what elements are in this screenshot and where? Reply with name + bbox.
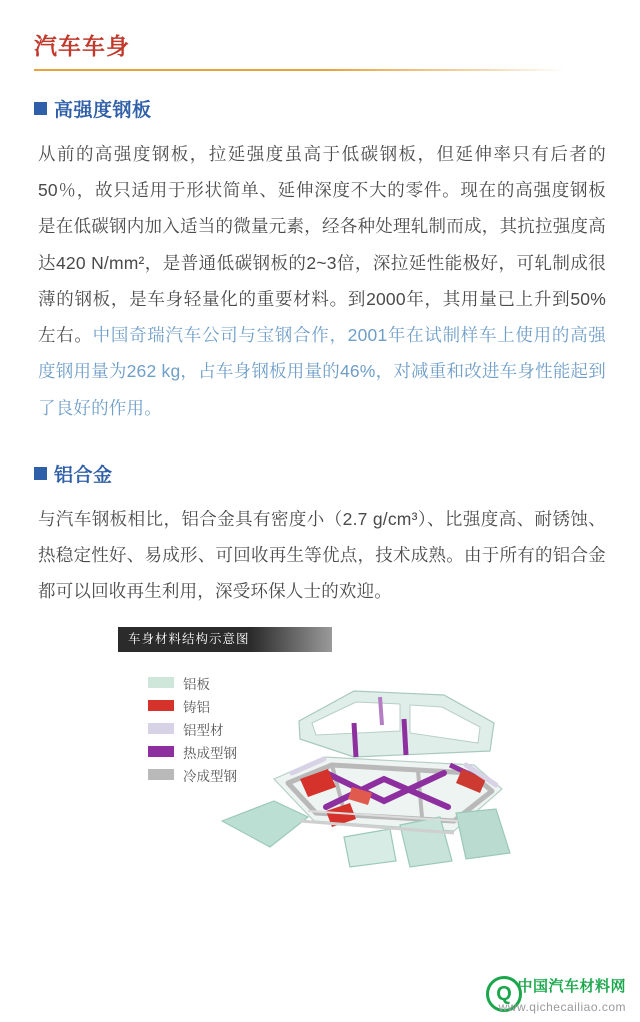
bullet-square-icon — [34, 102, 47, 115]
page-title: 汽车车身 — [34, 33, 130, 59]
paragraph-steel — [38, 136, 606, 426]
legend-swatch-cold-formed-steel — [148, 769, 174, 780]
legend-label: 铝板 — [183, 676, 210, 692]
legend-swatch-cast-aluminium — [148, 700, 174, 711]
paragraph-aluminium: 与汽车钢板相比，铝合金具有密度小（2.7 g/cm³）、比强度高、耐锈蚀、热稳定性好、易成形、可回收再生等优点，技术成熟。由于所有的铝合金都可以回收再生利用，深受环保人士的欢迎。 — [38, 508, 606, 602]
section-heading-steel — [34, 95, 606, 122]
site-url: www.qichecailiao.com — [498, 1000, 626, 1014]
section-title-steel: 高强度钢板 — [54, 100, 152, 121]
legend-label: 热成型钢 — [183, 745, 237, 761]
site-logo-icon: Q — [486, 976, 522, 1012]
site-name: 中国汽车材料网 — [517, 978, 626, 995]
legend-label: 冷成型钢 — [183, 768, 237, 784]
figure-caption: 车身材料结构示意图 — [118, 627, 332, 652]
legend-swatch-aluminium-profile — [148, 723, 174, 734]
section-heading-aluminium — [34, 460, 606, 487]
bullet-square-icon — [34, 467, 47, 480]
legend-label: 铝型材 — [183, 722, 224, 738]
figure-body-material-structure — [34, 627, 606, 875]
section-spacer — [34, 426, 606, 460]
footer-watermark — [0, 966, 640, 1022]
legend-swatch-hot-formed-steel — [148, 746, 174, 757]
legend-label: 铸铝 — [183, 699, 210, 715]
legend-swatch-aluminium-sheet — [148, 677, 174, 688]
paragraph-steel-highlight: 中国奇瑞汽车公司与宝钢合作，2001年在试制样车上使用的高强度钢用量为262 kg，占车身钢板用量的46%，对减重和改进车身性能起到了良好的作用。 — [38, 325, 606, 418]
title-divider — [34, 69, 566, 71]
section-title-aluminium: 铝合金 — [54, 464, 113, 486]
car-body-illustration — [204, 661, 534, 873]
paragraph-steel-main: 从前的高强度钢板，拉延强度虽高于低碳钢板，但延伸率只有后者的50％，故只适用于形状简单、延伸深度不大的零件。现在的高强度钢板是在低碳钢内加入适当的微量元素，经各种处理轧制而成，其抗拉强度高达420 N/mm²，是普通低碳钢板的2~3倍，深拉延性能极好，可轧制成很薄的钢板，是车身轻量化的重要材料。到2000年，其用量已上升到50%左右。 — [38, 144, 606, 346]
